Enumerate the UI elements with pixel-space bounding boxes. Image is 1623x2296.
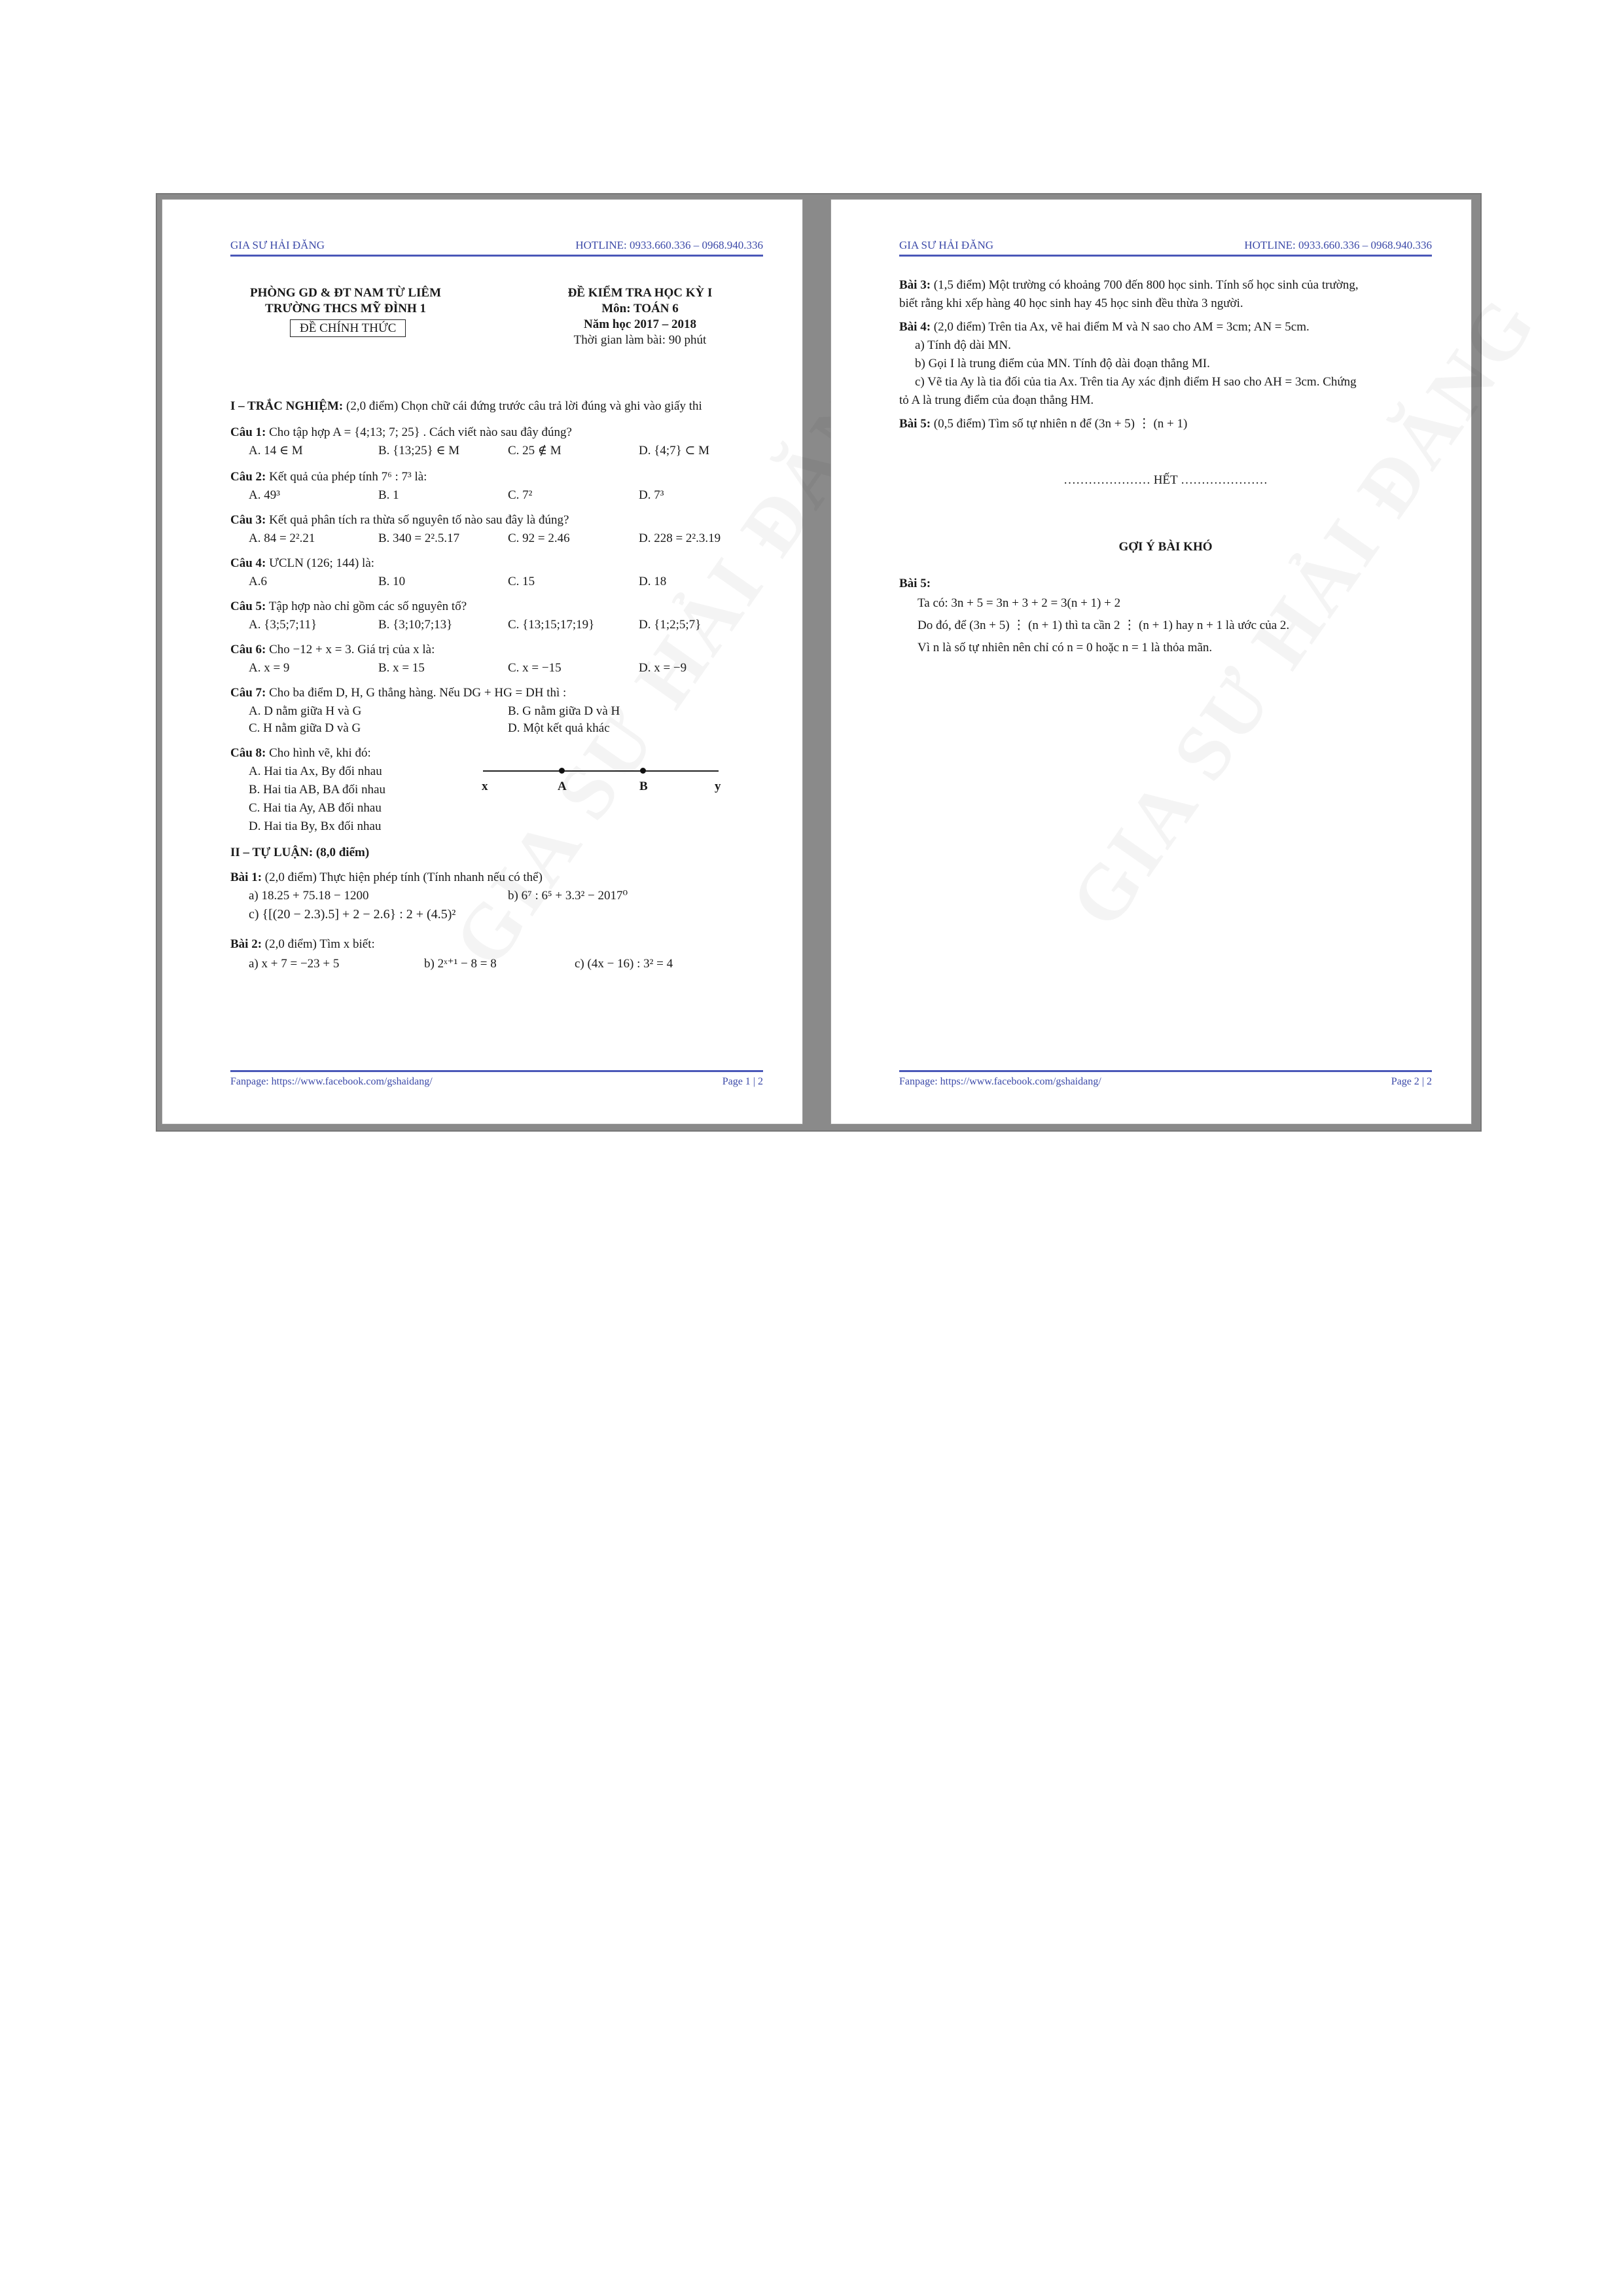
q7-option-d: D. Một kết quả khác — [508, 721, 610, 735]
bai4-part-c: c) Vẽ tia Ay là tia đối của tia Ax. Trên tia Ay xác định điểm H sao cho AH = 3cm. Chứng — [915, 375, 1357, 389]
q5-option-a: A. {3;5;7;11} — [249, 618, 317, 632]
footer-page-number: Page 2 | 2 — [1391, 1076, 1432, 1087]
q6-option-b: B. x = 15 — [378, 661, 425, 675]
q2-option-b: B. 1 — [378, 488, 399, 502]
question-8: Câu 8: Cho hình vẽ, khi đó: — [230, 746, 371, 760]
q3-option-b: B. 340 = 2².5.17 — [378, 531, 460, 545]
footer-fanpage: Fanpage: https://www.facebook.com/gshaidang/ — [230, 1076, 433, 1087]
q8-option-c: C. Hai tia Ay, AB đối nhau — [249, 801, 382, 815]
bai-2: Bài 2: (2,0 điểm) Tìm x biết: — [230, 937, 375, 951]
exam-title: ĐỀ KIỂM TRA HỌC KỲ I — [567, 286, 713, 300]
point-a-dot — [559, 768, 565, 774]
header-brand: GIA SƯ HẢI ĐĂNG — [899, 239, 993, 251]
header-brand: GIA SƯ HẢI ĐĂNG — [230, 239, 325, 251]
footer-fanpage: Fanpage: https://www.facebook.com/gshaidang/ — [899, 1076, 1101, 1087]
document-viewer — [156, 193, 1482, 1132]
q2-option-c: C. 7² — [508, 488, 533, 502]
bai4-part-a: a) Tính độ dài MN. — [915, 338, 1011, 352]
q8-option-b: B. Hai tia AB, BA đối nhau — [249, 783, 385, 797]
hint-title: GỢI Ý BÀI KHÓ — [1118, 540, 1213, 554]
question-6: Câu 6: Cho −12 + x = 3. Giá trị của x là: — [230, 643, 435, 656]
bai4-part-c-cont: tỏ A là trung điểm của đoạn thẳng HM. — [899, 393, 1094, 407]
figure-label-a: A — [558, 780, 567, 793]
point-b-dot — [640, 768, 646, 774]
bai-1: Bài 1: (2,0 điểm) Thực hiện phép tính (Tính nhanh nếu có thể) — [230, 870, 543, 884]
q8-option-a: A. Hai tia Ax, By đối nhau — [249, 764, 382, 778]
q3-option-c: C. 92 = 2.46 — [508, 531, 570, 545]
q2-option-d: D. 7³ — [639, 488, 664, 502]
exam-dept: PHÒNG GD & ĐT NAM TỪ LIÊM — [249, 286, 442, 300]
q4-option-a: A.6 — [249, 575, 267, 588]
page-footer — [899, 1070, 1432, 1089]
question-5: Câu 5: Tập hợp nào chỉ gồm các số nguyên tố? — [230, 600, 467, 613]
question-2: Câu 2: Kết quả của phép tính 7⁶ : 7³ là: — [230, 470, 427, 484]
page-header — [230, 238, 763, 257]
bai1-part-a: a) 18.25 + 75.18 − 1200 — [249, 889, 369, 903]
q1-option-c: C. 25 ∉ M — [508, 444, 562, 457]
bai-5: Bài 5: (0,5 điểm) Tìm số tự nhiên n để (3n + 5) ⋮ (n + 1) — [899, 417, 1188, 431]
bai-3: Bài 3: (1,5 điểm) Một trường có khoảng 700 đến 800 học sinh. Tính số học sinh của trường, — [899, 278, 1359, 292]
hint-line-2: Do đó, để (3n + 5) ⋮ (n + 1) thì ta cần 2 ⋮ (n + 1) hay n + 1 là ước của 2. — [918, 619, 1290, 632]
exam-time: Thời gian làm bài: 90 phút — [573, 333, 707, 347]
q1-option-d: D. {4;7} ⊂ M — [639, 444, 710, 457]
bai1-part-b: b) 6⁷ : 6⁵ + 3.3² − 2017⁰ — [508, 889, 628, 903]
q7-option-b: B. G nằm giữa D và H — [508, 704, 620, 718]
exam-school: TRƯỜNG THCS MỸ ĐÌNH 1 — [265, 302, 426, 315]
page-2 — [831, 200, 1471, 1124]
bai1-part-c: c) {[(20 − 2.3).5] + 2 − 2.6} : 2 + (4.5)² — [249, 907, 456, 922]
figure-label-b: B — [639, 780, 648, 793]
q6-option-c: C. x = −15 — [508, 661, 562, 675]
q6-option-a: A. x = 9 — [249, 661, 290, 675]
page-1 — [162, 200, 802, 1124]
q4-option-b: B. 10 — [378, 575, 406, 588]
figure-label-x: x — [482, 780, 488, 793]
bai2-part-b: b) 2ˣ⁺¹ − 8 = 8 — [424, 957, 497, 971]
bai2-part-a: a) x + 7 = −23 + 5 — [249, 957, 340, 971]
bai-4: Bài 4: (2,0 điểm) Trên tia Ax, vẽ hai điểm M và N sao cho AM = 3cm; AN = 5cm. — [899, 320, 1310, 334]
question-3: Câu 3: Kết quả phân tích ra thừa số nguyên tố nào sau đây là đúng? — [230, 513, 569, 527]
bai4-part-b: b) Gọi I là trung điểm của MN. Tính độ dài đoạn thẳng MI. — [915, 357, 1210, 370]
end-marker: ………………… HẾT ………………… — [1063, 473, 1268, 487]
exam-subject: Môn: TOÁN 6 — [601, 302, 679, 315]
q7-option-c: C. H nằm giữa D và G — [249, 721, 361, 735]
footer-page-number: Page 1 | 2 — [722, 1076, 763, 1087]
q3-option-a: A. 84 = 2².21 — [249, 531, 315, 545]
q1-option-b: B. {13;25} ∈ M — [378, 444, 460, 457]
q4-option-c: C. 15 — [508, 575, 535, 588]
question-1: Câu 1: Cho tập hợp A = {4;13; 7; 25} . Cách viết nào sau đây đúng? — [230, 425, 572, 439]
q8-option-d: D. Hai tia By, Bx đối nhau — [249, 819, 382, 833]
q6-option-d: D. x = −9 — [639, 661, 687, 675]
q5-option-c: C. {13;15;17;19} — [508, 618, 595, 632]
page-footer — [230, 1070, 763, 1089]
question-4: Câu 4: ƯCLN (126; 144) là: — [230, 556, 375, 570]
q5-option-d: D. {1;2;5;7} — [639, 618, 702, 632]
part2-heading: II – TỰ LUẬN: (8,0 điểm) — [230, 846, 370, 859]
q7-option-a: A. D nằm giữa H và G — [249, 704, 362, 718]
header-hotline: HOTLINE: 0933.660.336 – 0968.940.336 — [575, 239, 763, 251]
hint-label: Bài 5: — [899, 577, 931, 590]
official-badge: ĐỀ CHÍNH THỨC — [290, 319, 406, 337]
hint-line-3: Vì n là số tự nhiên nên chỉ có n = 0 hoặc n = 1 là thỏa mãn. — [918, 641, 1213, 655]
question-7: Câu 7: Cho ba điểm D, H, G thẳng hàng. Nếu DG + HG = DH thì : — [230, 686, 567, 700]
bai3-line-2: biết rằng khi xếp hàng 40 học sinh hay 45 học sinh đều thừa 3 người. — [899, 296, 1243, 310]
page-header — [899, 238, 1432, 257]
header-hotline: HOTLINE: 0933.660.336 – 0968.940.336 — [1244, 239, 1432, 251]
q2-option-a: A. 49³ — [249, 488, 280, 502]
q3-option-d: D. 228 = 2².3.19 — [639, 531, 721, 545]
q1-option-a: A. 14 ∈ M — [249, 444, 303, 457]
bai2-part-c: c) (4x − 16) : 3² = 4 — [575, 957, 673, 971]
figure-line — [483, 770, 719, 772]
q4-option-d: D. 18 — [639, 575, 667, 588]
figure-label-y: y — [715, 780, 721, 793]
hint-line-1: Ta có: 3n + 5 = 3n + 3 + 2 = 3(n + 1) + 2 — [918, 596, 1121, 610]
part1-heading: I – TRẮC NGHIỆM: (2,0 điểm) Chọn chữ cái đứng trước câu trả lời đúng và ghi vào giấy thi — [230, 399, 702, 413]
q5-option-b: B. {3;10;7;13} — [378, 618, 453, 632]
exam-year: Năm học 2017 – 2018 — [583, 317, 697, 331]
